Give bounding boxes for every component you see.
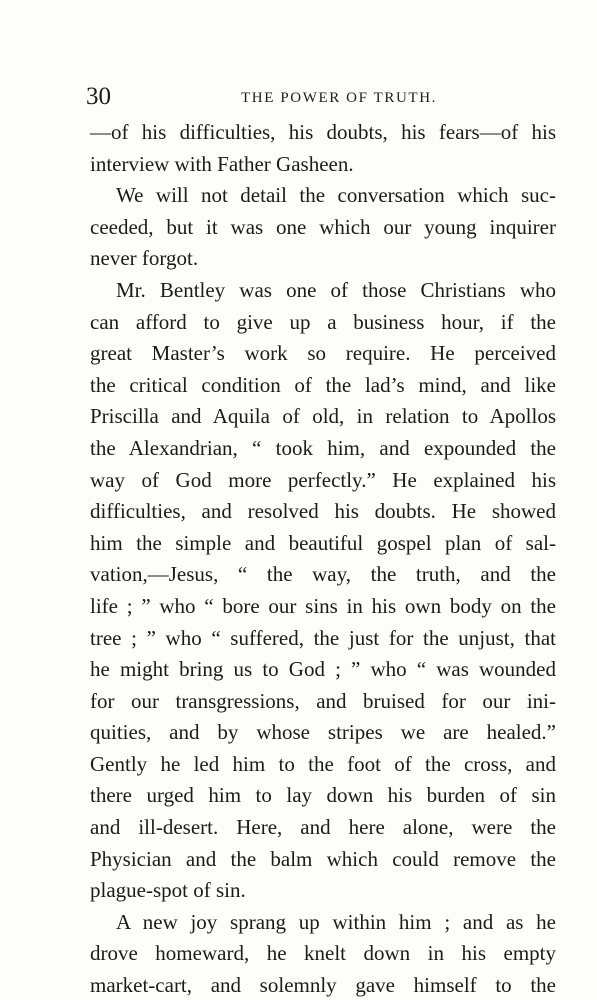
paragraph-3: [90, 275, 556, 907]
text-line: plague-spot of sin.: [90, 878, 246, 903]
text-line: difficulties, and resolved his doubts. He showed: [90, 499, 556, 524]
text-line: great Master’s work so require. He perceived: [90, 341, 556, 366]
text-line: drove homeward, he knelt down in his empty: [90, 941, 556, 966]
text-line: quities, and by whose stripes we are healed.”: [90, 720, 556, 745]
text-line: him the simple and beautiful gospel plan of sal-: [90, 530, 556, 555]
text-line: Physician and the balm which could remove the: [90, 846, 556, 871]
text-line: Gently he led him to the foot of the cross, and: [90, 751, 556, 776]
text-line: never forgot.: [90, 246, 199, 271]
text-line: there urged him to lay down his burden of sin: [90, 783, 556, 808]
text-line: Priscilla and Aquila of old, in relation to Apollos: [90, 404, 556, 429]
text-line: way of God more perfectly.” He explained his: [90, 467, 556, 492]
text-line: the Alexandrian, “ took him, and expounded the: [90, 435, 556, 460]
running-head: [86, 84, 558, 110]
text-line: interview with Father Gasheen.: [90, 151, 354, 176]
paragraph-1: [90, 117, 556, 180]
text-line: vation,—Jesus, “ the way, the truth, and the: [90, 562, 556, 587]
page-number: 30: [86, 83, 111, 110]
text-line: he might bring us to God ; ” who “ was wounded: [90, 657, 556, 682]
text-line: tree ; ” who “ suffered, the just for the unjust, that: [90, 625, 556, 650]
text-body: [90, 117, 556, 1002]
text-line: Mr. Bentley was one of those Christians who: [116, 277, 556, 302]
text-line: ceeded, but it was one which our young inquirer: [90, 214, 556, 239]
text-line: A new joy sprang up within him ; and as he: [116, 909, 556, 934]
text-line: market-cart, and solemnly gave himself to the: [90, 973, 556, 998]
text-line: —of his difficulties, his doubts, his fears—of his: [90, 120, 556, 144]
text-line: life ; ” who “ bore our sins in his own body on the: [90, 593, 556, 618]
paragraph-4: [90, 907, 556, 1002]
paragraph-2: [90, 180, 556, 275]
text-line: the critical condition of the lad’s mind, and like: [90, 372, 556, 397]
text-line: for our transgressions, and bruised for our ini-: [90, 688, 556, 713]
text-line: and ill-desert. Here, and here alone, were the: [90, 815, 556, 840]
running-title: THE POWER OF TRUTH.: [241, 90, 437, 106]
text-line: can afford to give up a business hour, if the: [90, 309, 556, 334]
text-line: We will not detail the conversation which suc-: [116, 183, 556, 208]
